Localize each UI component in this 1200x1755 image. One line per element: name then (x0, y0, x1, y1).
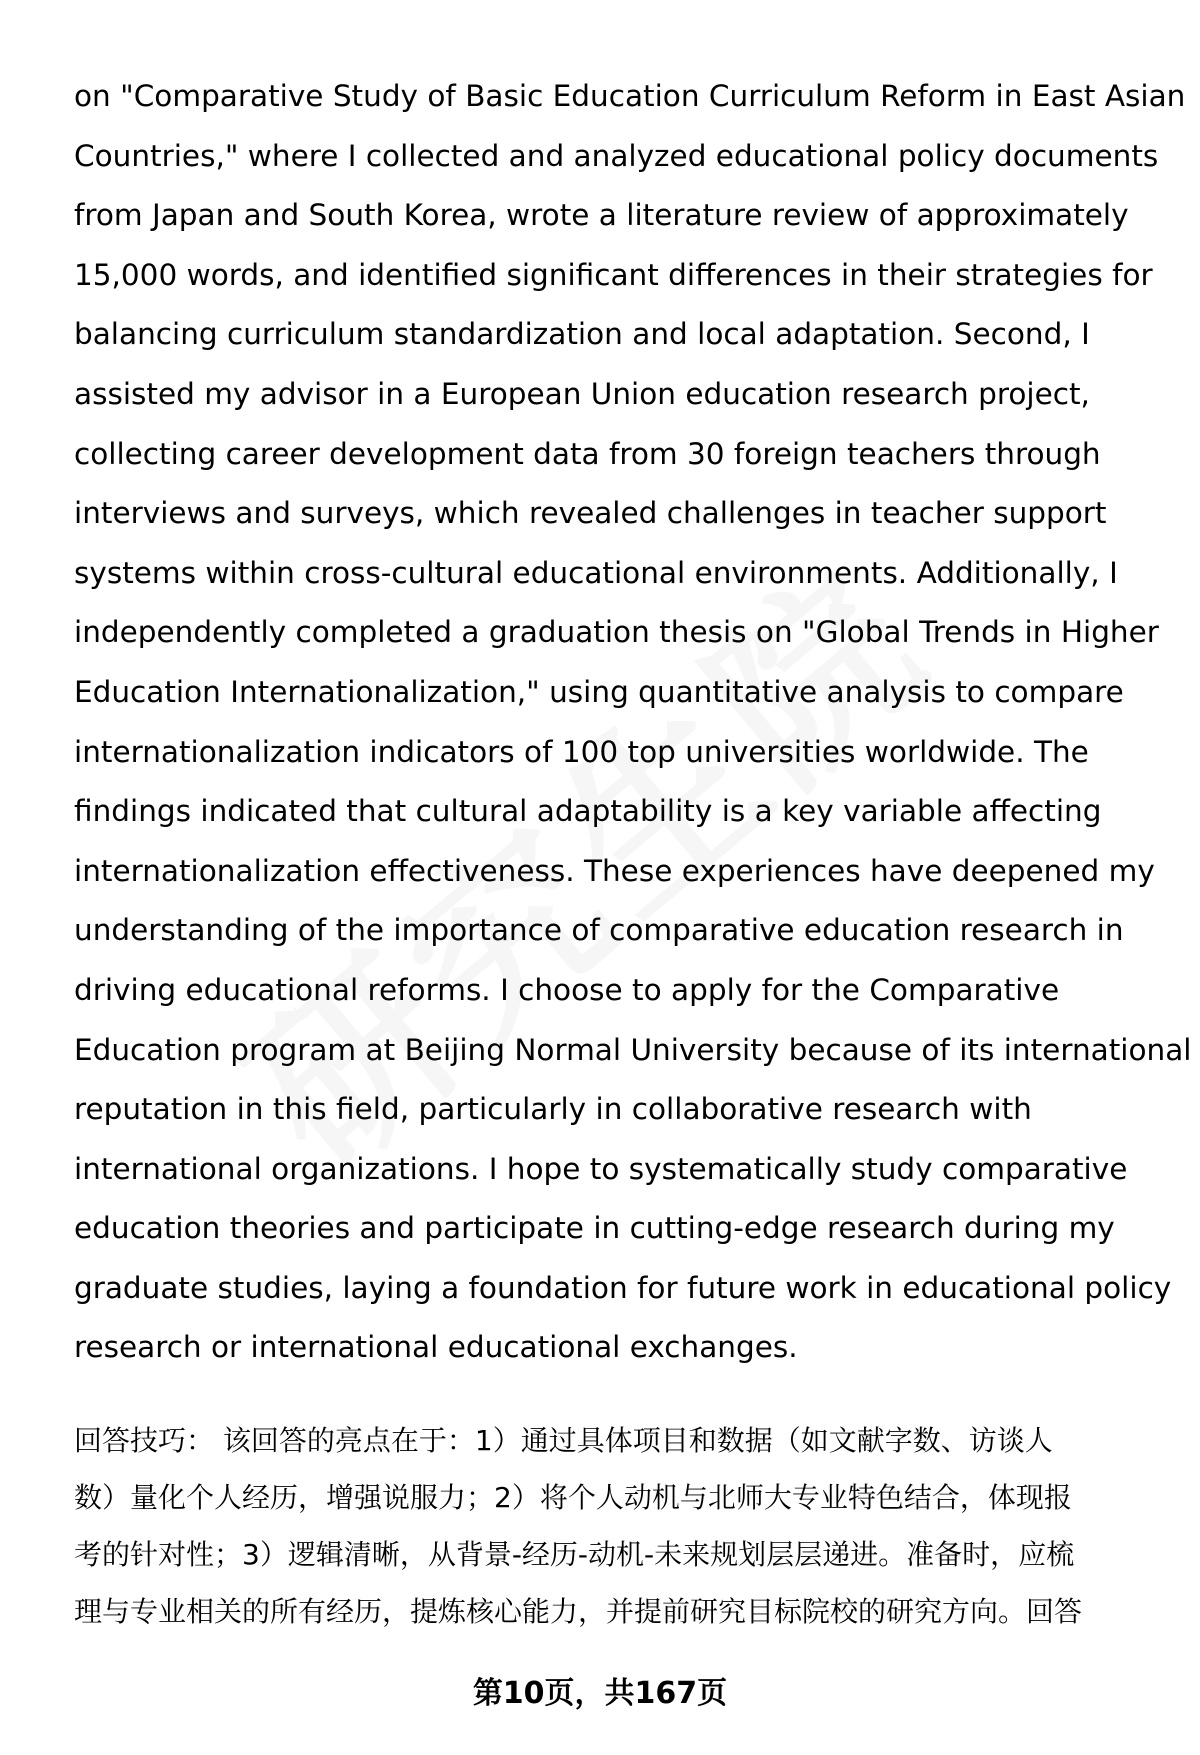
text-line: independently completed a graduation thesis on "Global Trends in Higher (74, 615, 1159, 650)
answer-tips-paragraph (74, 1412, 1154, 1640)
text-line: balancing curriculum standardization and local adaptation. Second, I (74, 317, 1090, 352)
text-line: findings indicated that cultural adaptability is a key variable affecting (74, 794, 1102, 829)
text-line: driving educational reforms. I choose to apply for the Comparative (74, 972, 1060, 1007)
tip-line: 考的针对性；3）逻辑清晰，从背景-经历-动机-未来规划层层递进。准备时，应梳 (74, 1538, 1075, 1571)
text-line: interviews and surveys, which revealed challenges in teacher support (74, 496, 1107, 531)
text-line: on "Comparative Study of Basic Education Curriculum Reform in East Asian (74, 79, 1186, 113)
text-line: international organizations. I hope to systematically study comparative (74, 1151, 1128, 1186)
tip-line: 回答技巧： 该回答的亮点在于：1）通过具体项目和数据（如文献字数、访谈人 (74, 1424, 1053, 1457)
tip-line: 数）量化个人经历，增强说服力；2）将个人动机与北师大专业特色结合，体现报 (74, 1481, 1072, 1514)
text-line: systems within cross-cultural educational environments. Additionally, I (74, 555, 1118, 590)
text-line: graduate studies, laying a foundation for future work in educational policy (74, 1270, 1172, 1305)
text-line: internationalization effectiveness. These experiences have deepened my (74, 853, 1155, 888)
text-line: education theories and participate in cutting-edge research during my (74, 1211, 1115, 1246)
text-line: reputation in this field, particularly in collaborative research with (74, 1092, 1032, 1127)
text-line: Education Internationalization," using quantitative analysis to compare (74, 674, 1124, 709)
text-line: 15,000 words, and identified significant differences in their strategies for (74, 257, 1153, 292)
text-line: research or international educational exchanges. (74, 1330, 798, 1365)
text-line: Education program at Beijing Normal University because of its international (74, 1032, 1192, 1067)
page-number-footer: 第10页，共167页 (472, 1676, 728, 1711)
text-line: from Japan and South Korea, wrote a literature review of approximately (74, 198, 1129, 233)
answer-paragraph (74, 67, 1192, 1378)
tip-line: 理与专业相关的所有经历，提炼核心能力，并提前研究目标院校的研究方向。回答 (74, 1595, 1083, 1628)
text-line: collecting career development data from 30 foreign teachers through (74, 436, 1101, 471)
text-line: assisted my advisor in a European Union education research project, (74, 376, 1090, 411)
text-line: understanding of the importance of comparative education research in (74, 913, 1124, 948)
text-line: internationalization indicators of 100 top universities worldwide. The (74, 734, 1089, 769)
text-line: Countries," where I collected and analyzed educational policy documents (74, 138, 1159, 173)
